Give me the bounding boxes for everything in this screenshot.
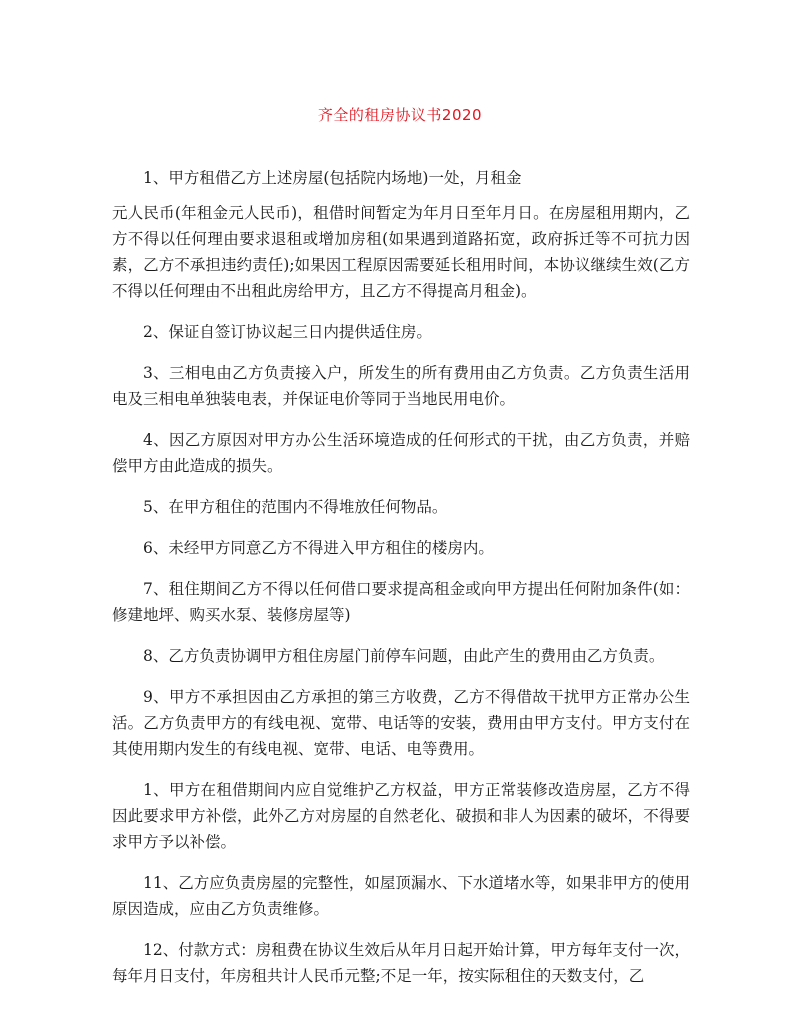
- document-body: [112, 165, 690, 1004]
- paragraph-8: 7、租住期间乙方不得以任何借口要求提高租金或向甲方提出任何附加条件(如：修建地坪、购买水泵、装修房屋等): [112, 580, 690, 624]
- paragraph-11: 1、甲方在租借期间内应自觉维护乙方权益，甲方正常装修改造房屋，乙方不得因此要求甲方补偿，此外乙方对房屋的自然老化、破损和非人为因素的破坏，不得要求甲方予以补偿。: [112, 781, 690, 851]
- paragraph-13: 12、付款方式：房租费在协议生效后从年月日起开始计算，甲方每年支付一次，每年月日支付，年房租共计人民币元整;不足一年，按实际租住的天数支付，乙: [112, 941, 690, 985]
- paragraph-10: 9、甲方不承担因由乙方承担的第三方收费，乙方不得借故干扰甲方正常办公生活。乙方负责甲方的有线电视、宽带、电话等的安装，费用由甲方支付。甲方支付在其使用期内发生的有线电视、宽带、电话、电等费用。: [112, 688, 690, 758]
- paragraph-5: 4、因乙方原因对甲方办公生活环境造成的任何形式的干扰，由乙方负责，并赔偿甲方由此造成的损失。: [112, 431, 690, 475]
- paragraph-12: 11、乙方应负责房屋的完整性，如屋顶漏水、下水道堵水等，如果非甲方的使用原因造成，应由乙方负责维修。: [112, 874, 690, 918]
- paragraph-1: 1、甲方租借乙方上述房屋(包括院内场地)一处，月租金: [143, 169, 522, 187]
- document-title: 齐全的租房协议书2020: [317, 106, 483, 124]
- paragraph-2: 元人民币(年租金元人民币)，租借时间暂定为年月日至年月日。在房屋租用期内，乙方不得以任何理由要求退租或增加房租(如果遇到道路拓宽，政府拆迁等不可抗力因素，乙方不承担违约责任);如果因工程原因需要延长租用时间，本协议继续生效(乙方不得以任何理由不出租此房给甲方，且乙方不得提高月租金)。: [112, 204, 690, 300]
- paragraph-7: 6、未经甲方同意乙方不得进入甲方租住的楼房内。: [143, 539, 494, 557]
- paragraph-4: 3、三相电由乙方负责接入户，所发生的所有费用由乙方负责。乙方负责生活用电及三相电单独装电表，并保证电价等同于当地民用电价。: [112, 364, 690, 408]
- paragraph-6: 5、在甲方租住的范围内不得堆放任何物品。: [143, 498, 448, 516]
- paragraph-9: 8、乙方负责协调甲方租住房屋门前停车问题，由此产生的费用由乙方负责。: [143, 647, 665, 665]
- paragraph-3: 2、保证自签订协议起三日内提供适住房。: [143, 323, 432, 341]
